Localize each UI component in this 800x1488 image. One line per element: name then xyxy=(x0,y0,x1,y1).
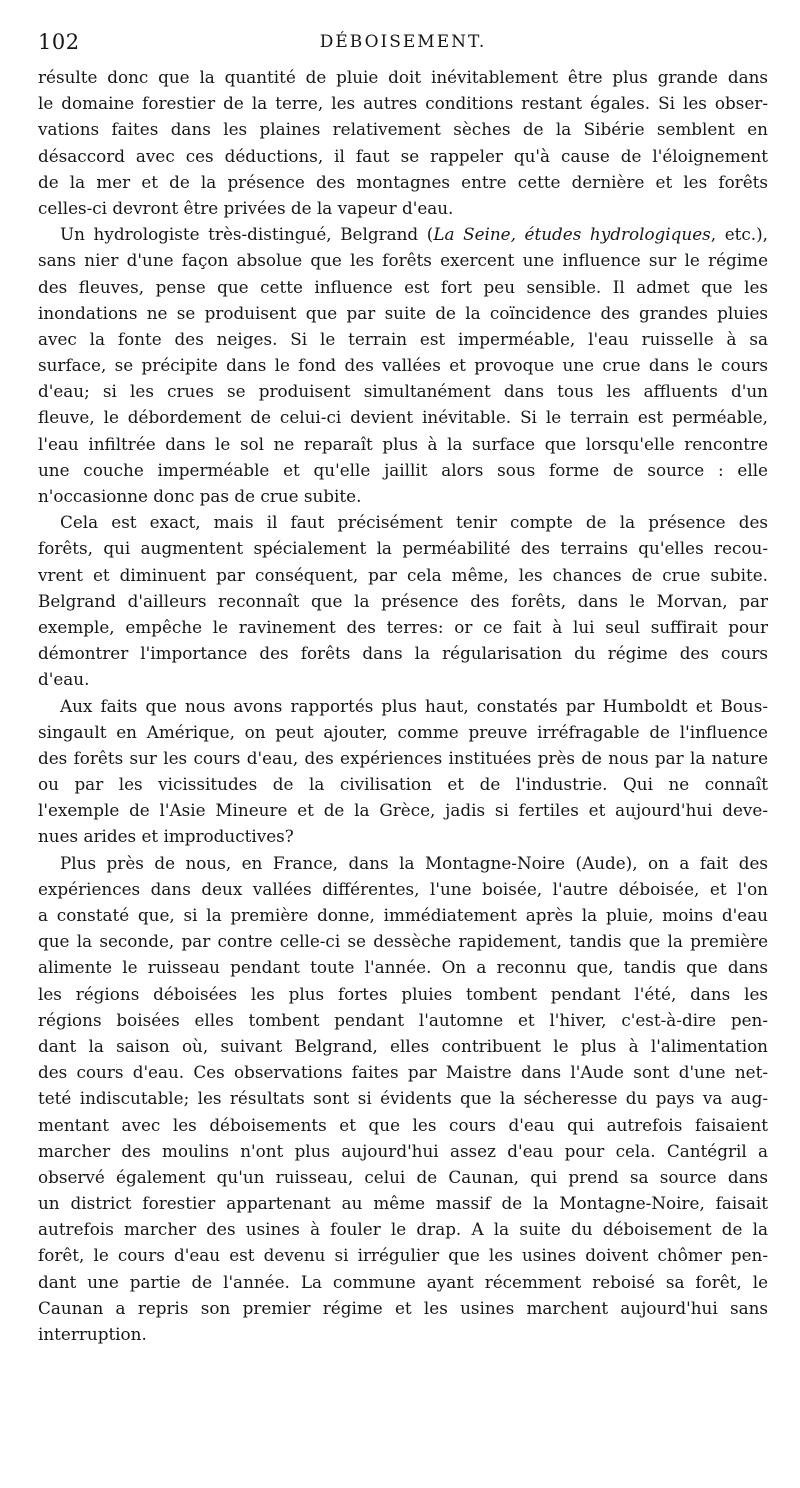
text-line: observé également qu'un ruisseau, celui de Caunan, qui prend sa source dans xyxy=(38,1166,768,1187)
text-line: Caunan a repris son premier régime et les usines marchent aujourd'hui sans xyxy=(38,1297,768,1318)
text-line: interruption. xyxy=(38,1324,147,1344)
text-line: n'occasionne donc pas de crue subite. xyxy=(38,486,362,506)
text-line: des cours d'eau. Ces observations faites par Maistre dans l'Aude sont d'une net- xyxy=(38,1062,768,1083)
text-line: l'eau infiltrée dans le sol ne reparaît plus à la surface que lorsqu'elle rencontre xyxy=(38,433,768,454)
running-head: DÉBOISEMENT. xyxy=(319,32,487,52)
text-line: d'eau. xyxy=(38,669,90,690)
text-line: dant la saison où, suivant Belgrand, elles contribuent le plus à l'alimentation xyxy=(38,1035,768,1056)
text-line: a constaté que, si la première donne, immédiatement après la pluie, moins d'eau xyxy=(38,905,768,925)
body-text xyxy=(38,64,768,1347)
text-line: inondations ne se produisent que par suite de la coïncidence des grandes pluies xyxy=(38,302,768,323)
text-line: régions boisées elles tombent pendant l'automne et l'hiver, c'est-à-dire pen- xyxy=(38,1009,768,1030)
text-line: résulte donc que la quantité de pluie doit inévitablement être plus grande dans xyxy=(38,67,768,87)
text-line: Aux faits que nous avons rapportés plus haut, constatés par Humboldt et Bous- xyxy=(60,695,768,716)
text-line: vations faites dans les plaines relativement sèches de la Sibérie semblent en xyxy=(38,119,768,140)
text-line: Belgrand d'ailleurs reconnaît que la présence des forêts, dans le Morvan, par xyxy=(38,590,768,611)
text-line: que la seconde, par contre celle-ci se dessèche rapidement, tandis que la première xyxy=(38,931,768,952)
text-line: forêt, le cours d'eau est devenu si irrégulier que les usines doivent chômer pen- xyxy=(38,1245,768,1266)
text-line: des forêts sur les cours d'eau, des expériences instituées près de nous par la nature xyxy=(38,747,768,768)
text-segment: Un hydrologiste très-distingué, Belgrand ( xyxy=(60,224,434,245)
text-line: mentant avec les déboisements et que les cours d'eau qui autrefois faisaient xyxy=(38,1114,768,1135)
text-line: dant une partie de l'année. La commune ayant récemment reboisé sa forêt, le xyxy=(38,1271,768,1292)
text-line xyxy=(38,221,768,247)
text-line: exemple, empêche le ravinement des terres: or ce fait à lui seul suffirait pour xyxy=(38,616,768,637)
text-line: Cela est exact, mais il faut précisément tenir compte de la présence des xyxy=(60,512,768,533)
text-line: vrent et diminuent par conséquent, par cela même, les chances de crue subite. xyxy=(38,564,768,585)
text-line: démontrer l'importance des forêts dans la régularisation du régime des cours xyxy=(38,643,768,664)
text-line: ou par les vicissitudes de la civilisation et de l'industrie. Qui ne connaît xyxy=(38,774,768,795)
text-line: sans nier d'une façon absolue que les forêts exercent une influence sur le régime xyxy=(38,250,768,271)
text-line: le domaine forestier de la terre, les autres conditions restant égales. Si les obser- xyxy=(38,93,768,114)
text-line: celles-ci devront être privées de la vapeur d'eau. xyxy=(38,197,454,218)
text-line: autrefois marcher des usines à fouler le drap. A la suite du déboisement de la xyxy=(38,1219,768,1240)
text-line: surface, se précipite dans le fond des vallées et provoque une crue dans le cours xyxy=(38,355,768,376)
page-number: 102 xyxy=(38,30,80,54)
text-line: Plus près de nous, en France, dans la Montagne-Noire (Aude), on a fait des xyxy=(60,852,768,873)
text-line: désaccord avec ces déductions, il faut se rappeler qu'à cause de l'éloignement xyxy=(38,145,768,166)
text-line: fleuve, le débordement de celui-ci devient inévitable. Si le terrain est perméable, xyxy=(38,407,768,428)
text-line: marcher des moulins n'ont plus aujourd'hui assez d'eau pour cela. Cantégril a xyxy=(38,1140,768,1161)
text-line: nues arides et improductives? xyxy=(38,826,294,847)
text-line: forêts, qui augmentent spécialement la perméabilité des terrains qu'elles recou- xyxy=(38,538,768,559)
text-line: un district forestier appartenant au même massif de la Montagne-Noire, faisait xyxy=(38,1193,768,1214)
book-title: La Seine, études hydrologiques xyxy=(433,224,711,245)
text-line: une couche imperméable et qu'elle jaillit alors sous forme de source : elle xyxy=(38,459,768,480)
text-line: singault en Amérique, on peut ajouter, comme preuve irréfragable de l'influence xyxy=(38,721,768,742)
text-line: teté indiscutable; les résultats sont si évidents que la sécheresse du pays va aug- xyxy=(38,1088,768,1109)
text-line: des fleuves, pense que cette influence est fort peu sensible. Il admet que les xyxy=(38,276,768,297)
text-line: l'exemple de l'Asie Mineure et de la Grèce, jadis si fertiles et aujourd'hui deve- xyxy=(38,800,768,821)
text-segment: , etc.), xyxy=(710,224,768,245)
text-line: alimente le ruisseau pendant toute l'année. On a reconnu que, tandis que dans xyxy=(38,957,768,978)
text-line: expériences dans deux vallées différentes, l'une boisée, l'autre déboisée, et l'on xyxy=(38,878,768,899)
text-line: d'eau; si les crues se produisent simultanément dans tous les affluents d'un xyxy=(38,381,768,402)
text-line: les régions déboisées les plus fortes pluies tombent pendant l'été, dans les xyxy=(38,983,768,1004)
text-line: de la mer et de la présence des montagnes entre cette dernière et les forêts xyxy=(38,171,768,192)
page-header xyxy=(38,30,768,64)
text-line: avec la fonte des neiges. Si le terrain est imperméable, l'eau ruisselle à sa xyxy=(38,328,768,349)
